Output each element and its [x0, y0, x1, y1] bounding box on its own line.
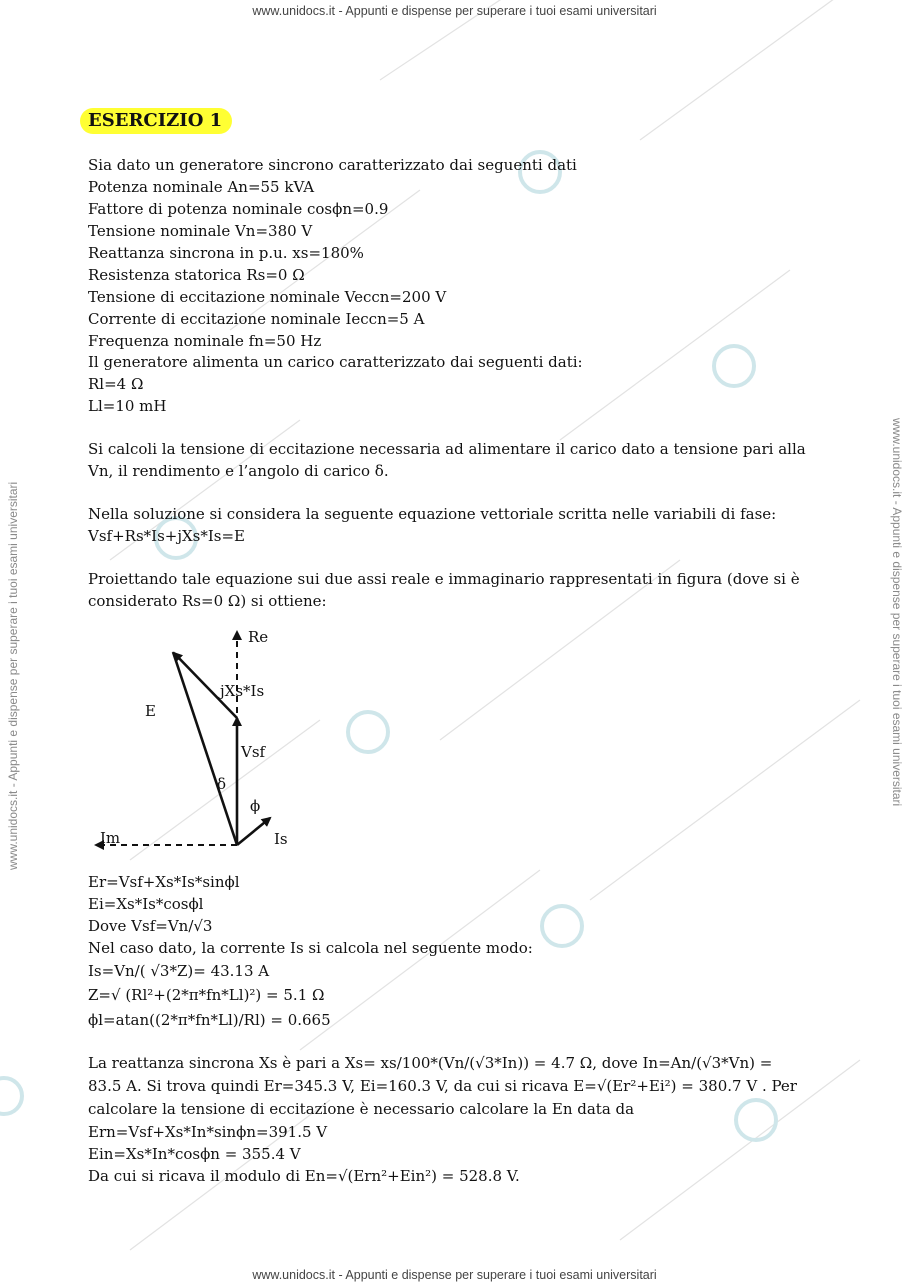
data-line: Tensione nominale Vn=380 V: [88, 222, 313, 240]
phi-label: ϕ: [250, 797, 261, 815]
conclusion-line: calcolare la tensione di eccitazione è necessario calcolare la En data da: [88, 1100, 635, 1118]
conclusion-line: La reattanza sincrona Xs è pari a Xs= xs/100*(Vn/(√3*In)) = 4.7 Ω, dove In=An/(√3*Vn) =: [88, 1054, 773, 1072]
jxs-is-label: jXs*Is: [220, 682, 265, 700]
question-line: Si calcoli la tensione di eccitazione necessaria ad alimentare il carico dato a tensione pari alla: [88, 440, 806, 458]
data-line: Resistenza statorica Rs=0 Ω: [88, 266, 305, 284]
data-line: Il generatore alimenta un carico caratterizzato dai seguenti dati:: [88, 353, 583, 371]
watermark-bottom: www.unidocs.it - Appunti e dispense per superare i tuoi esami universitari: [252, 1268, 657, 1282]
question-line: Vn, il rendimento e l’angolo di carico δ.: [88, 462, 389, 480]
equation-line: Is=Vn/( √3*Z)= 43.13 A: [88, 962, 270, 980]
equation-line: ϕl=atan((2*π*fn*Ll)/Rl) = 0.665: [88, 1011, 331, 1029]
data-line: Sia dato un generatore sincrono caratterizzato dai seguenti dati: [88, 156, 577, 174]
vsf-label: Vsf: [241, 743, 266, 761]
watermark-left: www.unidocs.it - Appunti e dispense per superare i tuoi esami universitari: [6, 481, 20, 870]
watermark-right: www.unidocs.it - Appunti e dispense per superare i tuoi esami universitari: [890, 418, 904, 807]
equation-line: Dove Vsf=Vn/√3: [88, 917, 213, 935]
e-label: E: [145, 702, 156, 720]
e-vector: [173, 652, 237, 845]
projection-line: considerato Rs=0 Ω) si ottiene:: [88, 592, 327, 610]
watermark-top: www.unidocs.it - Appunti e dispense per superare i tuoi esami universitari: [252, 4, 657, 18]
data-line: Tensione di eccitazione nominale Veccn=200 V: [88, 288, 447, 306]
solution-line: Nella soluzione si considera la seguente equazione vettoriale scritta nelle variabili di fase:: [88, 505, 777, 523]
delta-label: δ: [217, 775, 227, 793]
equation-line: Z=√ (Rl²+(2*π*fn*Ll)²) = 5.1 Ω: [88, 986, 325, 1004]
data-line: Fattore di potenza nominale cosϕn=0.9: [88, 200, 389, 218]
exercise-title: ESERCIZIO 1: [88, 110, 223, 131]
data-line: Rl=4 Ω: [88, 375, 144, 393]
equation-line: Nel caso dato, la corrente Is si calcola nel seguente modo:: [88, 939, 533, 957]
data-line: Reattanza sincrona in p.u. xs=180%: [88, 244, 364, 262]
data-line: Ll=10 mH: [88, 397, 167, 415]
is-vector: [237, 818, 270, 845]
vector-equation: Vsf+Rs*Is+jXs*Is=E: [88, 527, 246, 545]
im-axis-label: Im: [100, 829, 121, 847]
conclusion-line: 83.5 A. Si trova quindi Er=345.3 V, Ei=160.3 V, da cui si ricava E=√(Er²+Ei²) = 380.7 V . Per: [88, 1077, 797, 1095]
data-line: Potenza nominale An=55 kVA: [88, 178, 315, 196]
equation-line: Er=Vsf+Xs*Is*sinϕl: [88, 873, 240, 891]
re-axis-label: Re: [248, 628, 269, 646]
conclusion-line: Ern=Vsf+Xs*In*sinϕn=391.5 V: [88, 1123, 328, 1141]
conclusion-line: Ein=Xs*In*cosϕn = 355.4 V: [88, 1145, 301, 1163]
projection-line: Proiettando tale equazione sui due assi reale e immaginario rappresentati in figura (dove si è: [88, 570, 800, 588]
conclusion-line: Da cui si ricava il modulo di En=√(Ern²+Ein²) = 528.8 V.: [88, 1167, 520, 1185]
data-line: Corrente di eccitazione nominale Ieccn=5 A: [88, 310, 425, 328]
equation-line: Ei=Xs*Is*cosϕl: [88, 895, 204, 913]
is-label: Is: [274, 830, 288, 848]
data-line: Frequenza nominale fn=50 Hz: [88, 332, 322, 350]
